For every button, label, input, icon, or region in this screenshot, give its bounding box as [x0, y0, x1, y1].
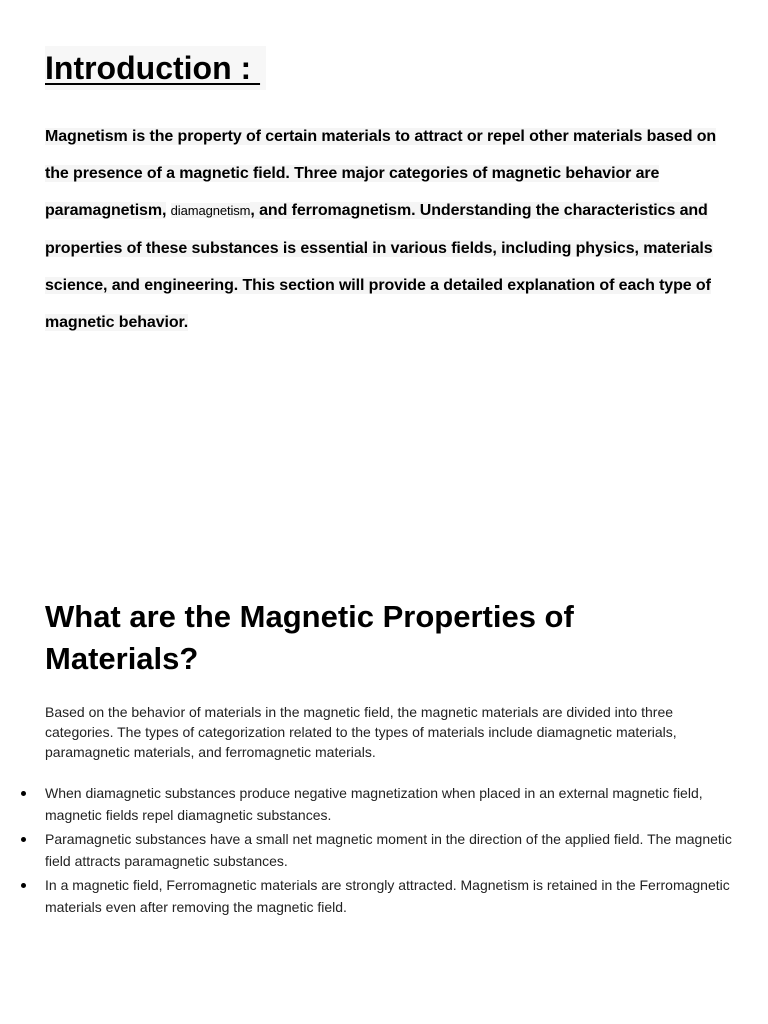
bullet-item-diamagnetic — [45, 782, 735, 826]
introduction-paragraph-small-term: diamagnetism — [170, 203, 251, 219]
introduction-paragraph-lead: Magnetism is the property of certain materials to attract or repel other materials based on the presence of a magnetic field. Three major categories of magnetic behavior are paramagnetism, — [45, 128, 717, 220]
bullet-item-paramagnetic — [45, 828, 735, 872]
bullet-item-ferromagnetic — [45, 874, 735, 918]
bullet-text: Paramagnetic substances have a small net magnetic moment in the direction of the applied field. The magnetic field attracts paramagnetic substances. — [45, 831, 732, 869]
introduction-paragraph-tail: , and ferromagnetism. Understanding the characteristics and properties of these substances is essential in various fields, including physics, materials science, and engineering. This section will provide a detailed explanation of each type of magnetic behavior. — [45, 202, 713, 332]
introduction-paragraph — [45, 118, 735, 341]
bullet-text: In a magnetic field, Ferromagnetic materials are strongly attracted. Magnetism is retained in the Ferromagnetic materials even after removing the magnetic field. — [45, 877, 730, 915]
bullet-dot-icon — [21, 883, 26, 888]
magnetic-properties-heading: What are the Magnetic Properties of Materials? — [45, 599, 574, 676]
magnetic-properties-paragraph: Based on the behavior of materials in the magnetic field, the magnetic materials are divided into three categories. The types of categorization related to the types of materials include diamagnetic materials, paramagnetic materials, and ferromagnetic materials. — [45, 704, 677, 760]
introduction-heading: Introduction : — [45, 46, 266, 90]
bullet-text: When diamagnetic substances produce negative magnetization when placed in an external magnetic field, magnetic fields repel diamagnetic substances. — [45, 785, 703, 823]
bullet-dot-icon — [21, 837, 26, 842]
magnetic-properties-bullet-list — [45, 782, 735, 920]
bullet-dot-icon — [21, 791, 26, 796]
